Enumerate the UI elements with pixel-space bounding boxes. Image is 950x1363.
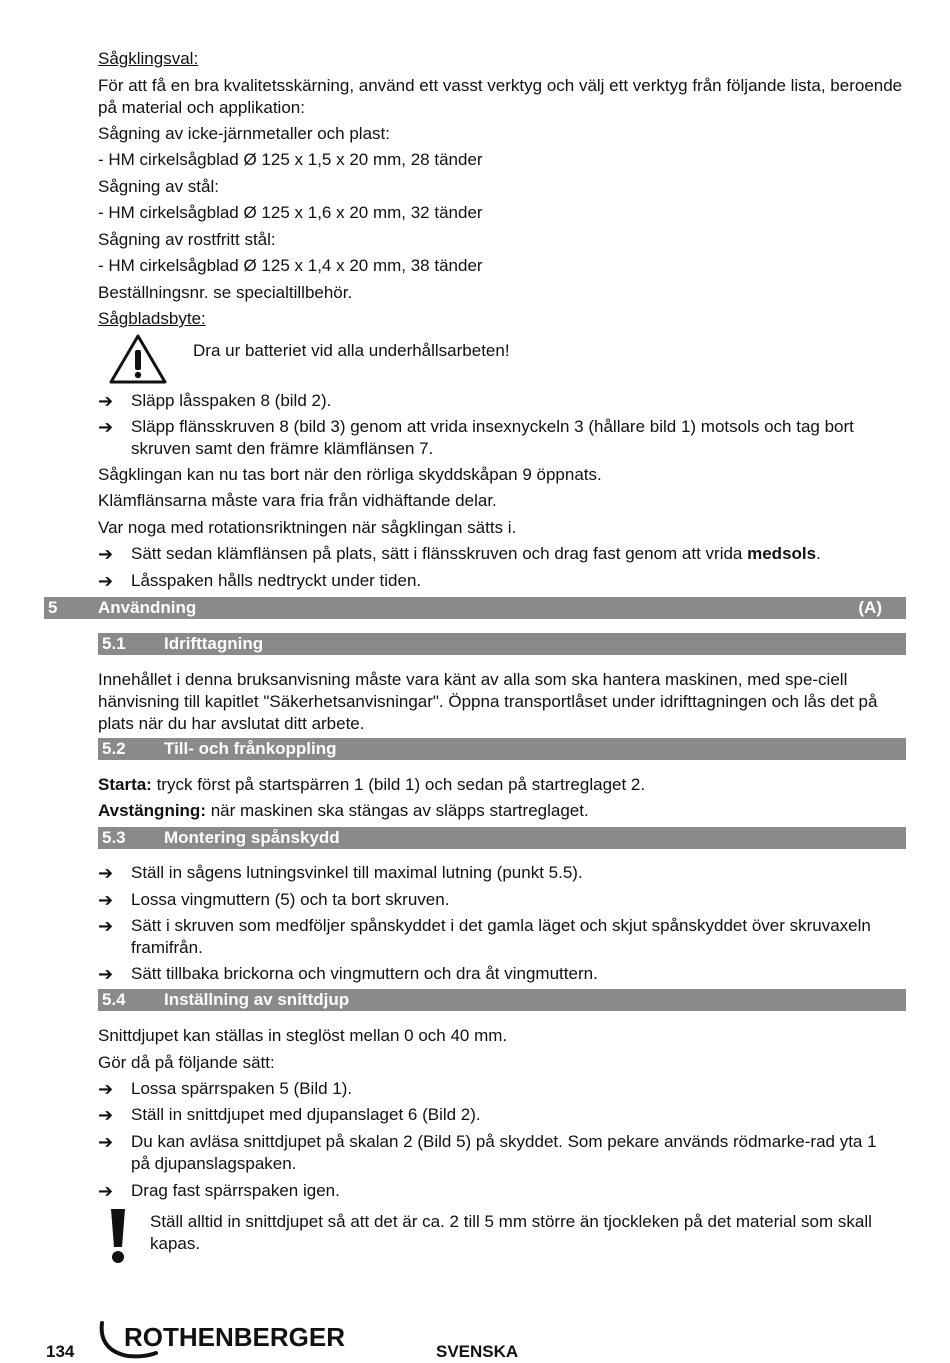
warning-triangle-icon	[108, 333, 168, 385]
list-item: ➔ Du kan avläsa snittdjupet på skalan 2 (Bild 5) på skyddet. Som pekare används rödmarke-rad yta 1 på djupanslagspaken.	[98, 1132, 877, 1173]
list-item: ➔ Lossa vingmuttern (5) och ta bort skruven.	[98, 890, 450, 910]
text-line: Gör då på följande sätt:	[98, 1053, 275, 1072]
arrow-right-icon: ➔	[98, 964, 114, 984]
text-line: Snittdjupet kan ställas in steglöst mellan 0 och 40 mm.	[98, 1026, 508, 1045]
section-heading-5-3: 5.3 Montering spånskydd	[98, 827, 906, 849]
list-item: ➔ Släpp låsspaken 8 (bild 2).	[98, 391, 332, 411]
list-item: ➔ Ställ in snittdjupet med djupanslaget 6 (Bild 2).	[98, 1105, 481, 1125]
list-item: ➔ Lossa spärrspaken 5 (Bild 1).	[98, 1079, 353, 1099]
arrow-right-icon: ➔	[98, 544, 114, 564]
warning-text: Dra ur batteriet vid alla underhållsarbeten!	[193, 341, 510, 360]
text-line: Sågning av icke-järnmetaller och plast:	[98, 124, 390, 143]
text-line: Beställningsnr. se specialtillbehör.	[98, 283, 353, 302]
section-heading-5-2: 5.2 Till- och frånkoppling	[98, 738, 906, 760]
text-line: Sågning av stål:	[98, 177, 219, 196]
arrow-right-icon: ➔	[98, 417, 114, 437]
brand-logo	[98, 1320, 348, 1360]
language-label: SVENSKA	[436, 1342, 519, 1361]
section-heading-5-4: 5.4 Inställning av snittdjup	[98, 989, 906, 1011]
list-item: ➔ Drag fast spärrspaken igen.	[98, 1181, 340, 1201]
text-line: Sågning av rostfritt stål:	[98, 230, 276, 249]
arrow-right-icon: ➔	[98, 1132, 114, 1152]
heading-blade-change: Sågbladsbyte:	[98, 309, 206, 328]
text-line: Sågklingan kan nu tas bort när den rörliga skyddskåpan 9 öppnats.	[98, 465, 602, 484]
start-line: Starta: tryck först på startspärren 1 (bild 1) och sedan på startreglaget 2.	[98, 775, 646, 794]
arrow-right-icon: ➔	[98, 1079, 114, 1099]
intro-text: För att få en bra kvalitetsskärning, använd ett vasst verktyg och välj ett verktyg från följande lista, beroende på material och applikation:	[98, 76, 903, 117]
text-line: - HM cirkelsågblad Ø 125 x 1,4 x 20 mm, 38 tänder	[98, 256, 483, 275]
list-item: ➔ Sätt tillbaka brickorna och vingmuttern och dra åt vingmuttern.	[98, 964, 598, 984]
stop-line: Avstängning: när maskinen ska stängas av släpps startreglaget.	[98, 801, 589, 820]
text-line: - HM cirkelsågblad Ø 125 x 1,6 x 20 mm, 32 tänder	[98, 203, 483, 222]
text-line: - HM cirkelsågblad Ø 125 x 1,5 x 20 mm, 28 tänder	[98, 150, 483, 169]
list-item: ➔ Släpp flänsskruven 8 (bild 3) genom att vrida insexnyckeln 3 (hållare bild 1) motsols och tag bort skruven samt den främre klämflänsen 7.	[98, 417, 854, 458]
list-item: ➔ Låsspaken hålls nedtryckt under tiden.	[98, 571, 422, 591]
arrow-right-icon: ➔	[98, 571, 114, 591]
text-line: Var noga med rotationsriktningen när sågklingan sätts i.	[98, 518, 517, 537]
exclamation-icon	[108, 1207, 128, 1265]
arrow-right-icon: ➔	[98, 1181, 114, 1201]
list-item: ➔ Sätt sedan klämflänsen på plats, sätt i flänsskruven och drag fast genom att vrida medsols.	[98, 544, 821, 564]
paragraph-5-1: Innehållet i denna bruksanvisning måste vara känt av alla som ska hantera maskinen, med spe-ciell hänvisning till kapitlet "Säkerhetsanvisningar". Öppna transportlåset under idrifttagningen och lås det på plats när du har avslutat ditt arbete.	[98, 670, 878, 733]
arrow-right-icon: ➔	[98, 391, 114, 411]
page-number: 134	[46, 1342, 75, 1361]
list-item: ➔ Sätt i skruven som medföljer spånskyddet i det gamla läget och skjut spånskyddet över skruvaxeln framifrån.	[98, 916, 871, 957]
brand-name: ROTHENBERGER	[124, 1322, 346, 1352]
arrow-right-icon: ➔	[98, 1105, 114, 1125]
arrow-right-icon: ➔	[98, 916, 114, 936]
note-text: Ställ alltid in snittdjupet så att det är ca. 2 till 5 mm större än tjockleken på det material som skall kapas.	[150, 1212, 872, 1253]
arrow-right-icon: ➔	[98, 890, 114, 910]
text-line: Klämflänsarna måste vara fria från vidhäftande delar.	[98, 491, 497, 510]
section-heading-5: 5 Användning (A)	[44, 597, 906, 619]
arrow-right-icon: ➔	[98, 863, 114, 883]
list-item: ➔ Ställ in sågens lutningsvinkel till maximal lutning (punkt 5.5).	[98, 863, 583, 883]
section-heading-5-1: 5.1 Idrifttagning	[98, 633, 906, 655]
heading-blade-selection: Sågklingsval:	[98, 49, 199, 68]
